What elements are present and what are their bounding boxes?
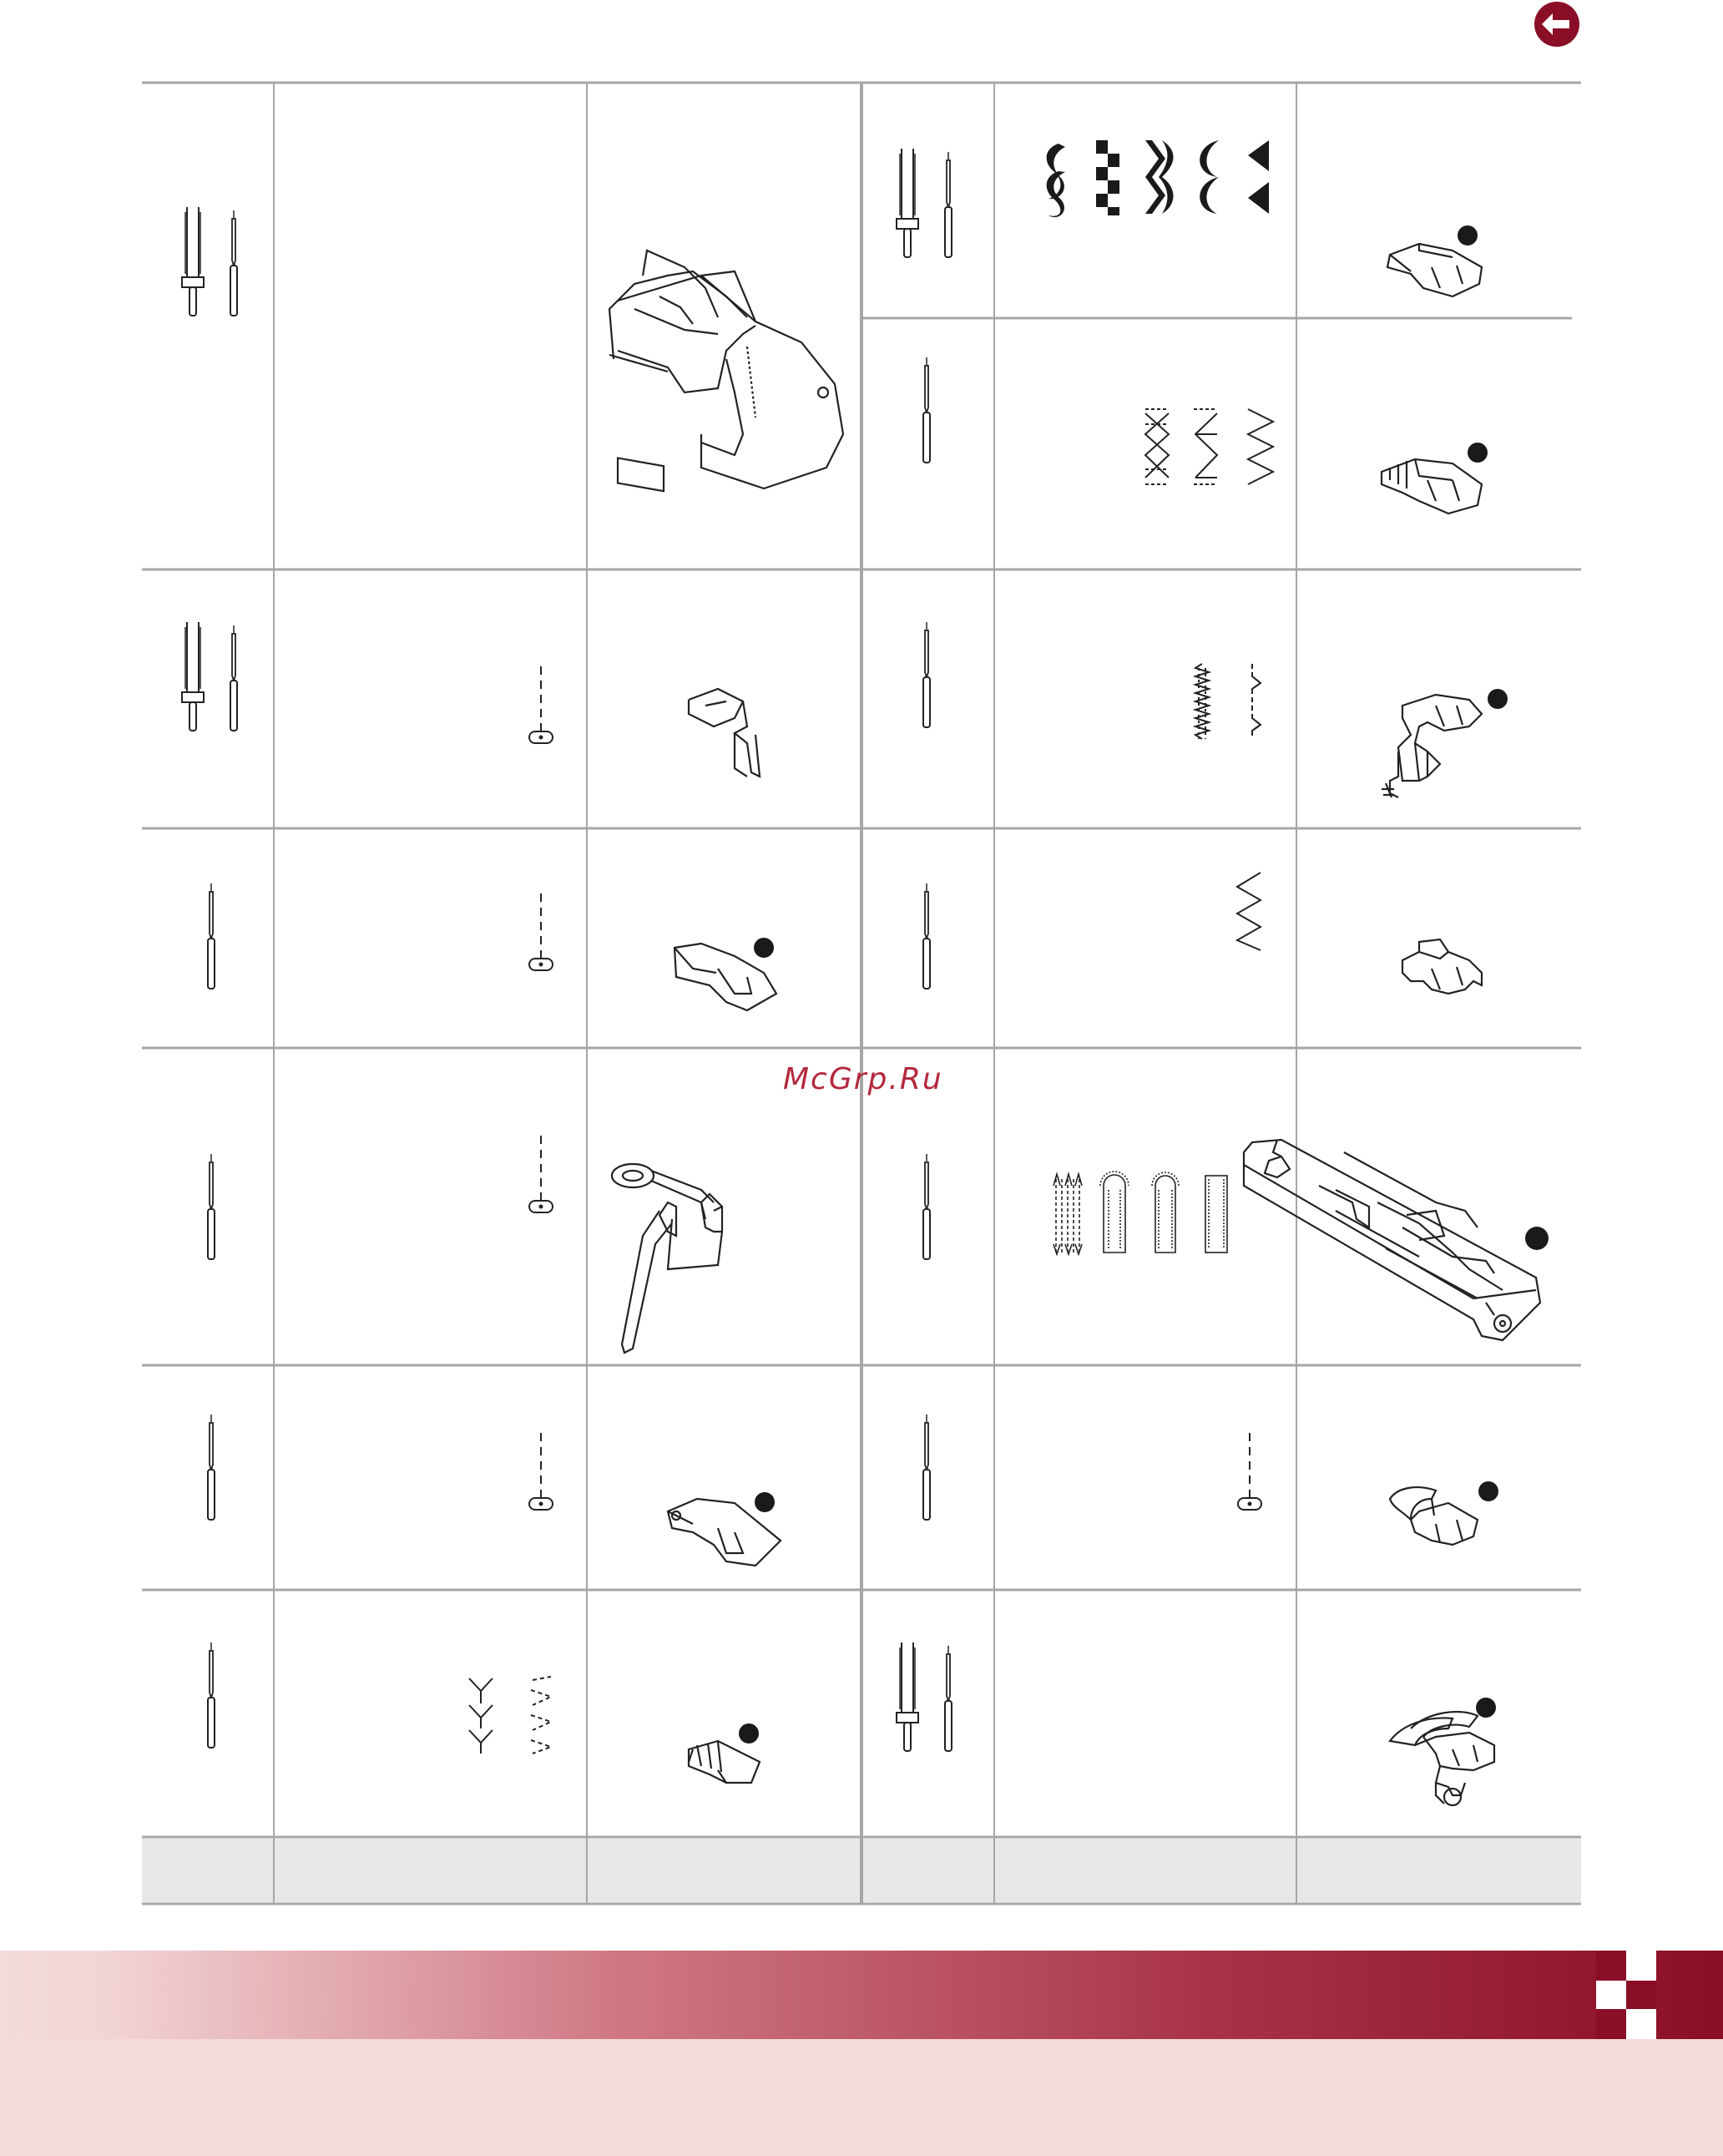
standard-foot-icon [1402, 939, 1482, 994]
quilting-guide-icon [612, 1164, 722, 1353]
foot-marker-dot [1458, 225, 1478, 245]
straight-stitch-icon [529, 1433, 553, 1510]
zigzag-variations-icon [1145, 409, 1273, 484]
blind-hem-foot-icon [1382, 695, 1482, 797]
edge-guide-attachment-icon [609, 251, 843, 491]
twin-and-single-needle-icon [897, 149, 952, 257]
straight-stitch-icon [1238, 1433, 1261, 1510]
single-needle-icon [208, 883, 215, 989]
brand-checker-logo [1596, 1951, 1656, 2039]
grid-columns [274, 83, 1296, 1904]
foot-marker-dot [1525, 1227, 1549, 1250]
overcast-foot-icon [1382, 459, 1482, 514]
twin-and-single-needle-icon [182, 622, 237, 731]
foot-marker-dot [1468, 443, 1488, 463]
single-needle-icon [208, 1154, 215, 1259]
narrow-foot-icon [689, 689, 760, 777]
satin-foot-icon [1387, 244, 1482, 296]
single-needle-icon [208, 1415, 215, 1520]
straight-stitch-icon [529, 893, 553, 970]
buttonhole-foot-icon [1244, 1140, 1540, 1340]
foot-marker-dot [1476, 1698, 1496, 1718]
single-needle-icon [923, 622, 930, 727]
single-needle-icon [208, 1642, 215, 1748]
single-needle-icon [923, 1154, 930, 1259]
darning-foot-icon [1390, 1487, 1478, 1545]
twin-and-single-needle-icon [897, 1642, 952, 1751]
decorative-satin-stitch-icon [1047, 140, 1269, 217]
twin-and-single-needle-icon [182, 207, 237, 316]
foot-marker-dot [755, 1492, 775, 1512]
straight-stitch-icon [529, 1136, 553, 1212]
hemmer-foot-icon [1390, 1712, 1494, 1805]
foot-marker-dot [1478, 1481, 1498, 1501]
watermark: McGrp.Ru [783, 1062, 943, 1096]
single-needle-icon [923, 883, 930, 989]
buttonhole-stitches-icon [1054, 1172, 1227, 1254]
foot-marker-dot [1488, 689, 1508, 709]
foot-marker-dot [739, 1723, 759, 1744]
braiding-foot-icon [689, 1741, 760, 1783]
zigzag-stitch-icon [1237, 873, 1261, 950]
footer-gradient-bar [0, 1951, 1723, 2039]
straight-stitch-icon [529, 666, 553, 743]
single-needle-icon [923, 357, 930, 463]
blind-hem-stitch-icon [1195, 664, 1261, 739]
foot-marker-dot [754, 938, 774, 958]
feather-stitch-icon [469, 1677, 551, 1754]
single-needle-icon [923, 1415, 930, 1520]
